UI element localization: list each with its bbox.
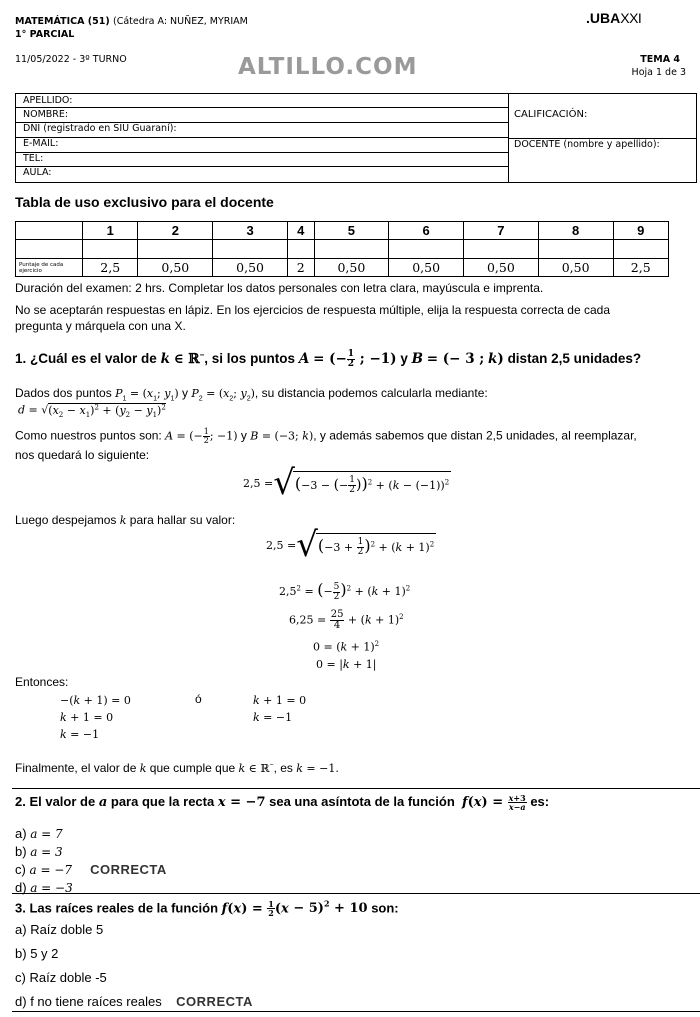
q2-option-d-value: a = −3 (30, 881, 73, 895)
q1-luego-a: Luego despejamos (15, 513, 117, 527)
field-aula: AULA: (23, 167, 52, 178)
uba-logo-suffix: XXI (620, 10, 642, 26)
q3-title-a: 3. Las raíces reales de la función (15, 900, 219, 916)
course-name: MATEMÁTICA (51) (15, 16, 110, 27)
q2-option-c-label: c) (15, 862, 26, 877)
q1-intro-b: , su distancia podemos calcularla mediante: (254, 386, 488, 400)
q1-como-c: nos quedará lo siguiente: (15, 448, 150, 462)
q1-o: ó (195, 692, 202, 706)
q2-title-d: es: (530, 794, 550, 809)
tema-label: TEMA 4 (640, 54, 680, 65)
q3-title-b: son: (371, 900, 399, 916)
q1-como: Como nuestros puntos son: A = (− $\frac{1}{2}$ ; −1) y B = (−3; k), y además sabemos que distan 2,5 unidades, al reemplazar, (15, 427, 637, 445)
q1-como-b: , y además sabemos que distan 2,5 unidades, al reemplazar, (313, 428, 637, 443)
q1-luego: Luego despejamos k para hallar su valor: (15, 513, 236, 527)
field-apellido: APELLIDO: (23, 95, 73, 106)
exam-date: 11/05/2022 - 3º TURNO (15, 54, 127, 65)
field-tel: TEL: (23, 153, 44, 164)
q3-option-b-text: 5 y 2 (30, 946, 59, 961)
q3-option-a-label: a) (15, 922, 27, 937)
equation-step-5: 0 = |k + 1| (316, 658, 377, 671)
score-value-7: 0,50 (464, 259, 539, 277)
score-blank-2[interactable] (138, 240, 213, 259)
q1-intro: Dados dos puntos $P_1 = (x_1$; $y_1$) y $P_2 = (x_2$; $y_2$), su distancia podemos calcularla mediante: (15, 386, 488, 403)
field-docente: DOCENTE (nombre y apellido): (514, 139, 660, 150)
score-col-2: 2 (138, 222, 213, 240)
q3-option-c-label: c) (15, 970, 26, 985)
q1-entonces: Entonces: (15, 675, 69, 689)
score-col-3: 3 (213, 222, 288, 240)
q1-title-a: 1. ¿Cuál es el valor de (15, 351, 157, 367)
course-title (15, 16, 248, 27)
field-email: E-MAIL: (23, 138, 59, 149)
q2-option-b-value: a = 3 (30, 845, 63, 859)
q3-title: 3. Las raíces reales de la función f(x) = $\frac{1}{2}$ $(x - 5)^2 + 10$ son: (15, 899, 399, 919)
q1-final-b: que cumple que (149, 761, 236, 775)
q1-title: 1. ¿Cuál es el valor de k ∈ ℝ−, si los puntos A = (− $\frac{1}{2}$ ; −1) y B = (− 3 ; k) distan 2,5 unidades? (15, 349, 642, 369)
score-col-1: 1 (83, 222, 138, 240)
distance-formula: $d = √(x_2 - x_1)^2 + (y_2 - y_1)^2$ (18, 403, 166, 419)
score-blank-3[interactable] (213, 240, 288, 259)
q3-option-d-text: f no tiene raíces reales (30, 994, 162, 1009)
q1-final: Finalmente, el valor de k que cumple que k ∈ ℝ−, es k = −1. (15, 761, 339, 775)
q2-option-a[interactable] (15, 825, 167, 843)
q2-title-c: sea una asíntota de la función (269, 794, 455, 809)
equation-step-1: 2,5 =√(−3 + $\frac{1}{2}$ )$^2 + (k + 1)^2$ (266, 525, 435, 565)
exam-name: 1° PARCIAL (15, 29, 75, 40)
q2-option-a-label: a) (15, 826, 27, 841)
equation-step-3: 6,25 = $\frac{25}{4}$ + $(k + 1)^2$ (289, 609, 404, 631)
uba-logo-main: .UBA (586, 10, 621, 26)
score-col-7: 7 (464, 222, 539, 240)
course-chair: (Cátedra A: NUÑEZ, MYRIAM (112, 16, 248, 27)
score-value-2: 0,50 (138, 259, 213, 277)
q3-option-c[interactable] (15, 970, 107, 985)
q1-final-c: , es (273, 761, 293, 775)
field-dni: DNI (registrado en SIU Guaraní): (23, 123, 177, 134)
score-col-4: 4 (287, 222, 314, 240)
score-value-5: 0,50 (314, 259, 389, 277)
student-form (15, 93, 697, 183)
score-blank-5[interactable] (314, 240, 389, 259)
score-table (15, 221, 669, 277)
q2-option-b-label: b) (15, 844, 27, 859)
site-watermark: ALTILLO.COM (238, 54, 418, 80)
q3-option-b[interactable] (15, 946, 58, 961)
q2-correct-mark: CORRECTA (90, 862, 167, 877)
q2-option-d-label: d) (15, 880, 27, 895)
q1-como-a: Como nuestros puntos son: (15, 428, 162, 443)
uba-logo (586, 10, 641, 26)
field-nombre: NOMBRE: (23, 109, 69, 120)
q2-option-b[interactable] (15, 843, 167, 861)
q3-option-d[interactable] (15, 994, 253, 1009)
q1-final-a: Finalmente, el valor de (15, 761, 137, 775)
score-blank-4[interactable] (287, 240, 314, 259)
instructions-answers: No se aceptarán respuestas en lápiz. En los ejercicios de respuesta múltiple, elija la respuesta correcta de cada pregunta y márquela con una X. (15, 303, 610, 333)
equation-step-4: $0 = (k + 1)^2$ (313, 640, 380, 654)
q3-option-a[interactable] (15, 922, 103, 937)
score-col-9: 9 (613, 222, 669, 240)
case-right: k + 1 = 0 k = −1 (253, 694, 307, 724)
q3-option-b-label: b) (15, 946, 27, 961)
score-blank-8[interactable] (538, 240, 613, 259)
q1-title-d: distan 2,5 unidades? (507, 351, 642, 367)
score-table-title: Tabla de uso exclusivo para el docente (15, 194, 274, 210)
q2-options (15, 825, 167, 897)
page-count: Hoja 1 de 3 (631, 67, 686, 78)
q2-option-a-value: a = 7 (30, 827, 63, 841)
q2-option-c[interactable] (15, 861, 167, 879)
case-left: −(k + 1) = 0 k + 1 = 0 k = −1 (60, 694, 131, 741)
score-col-5: 5 (314, 222, 389, 240)
q2-title-a: 2. El valor de (15, 794, 96, 809)
score-blank-6[interactable] (389, 240, 464, 259)
score-value-3: 0,50 (213, 259, 288, 277)
q3-option-a-text: Raíz doble 5 (30, 922, 104, 937)
q2-option-c-value: a = −7 (29, 863, 72, 877)
score-blank-7[interactable] (464, 240, 539, 259)
score-value-9: 2,5 (613, 259, 669, 277)
equation-step-2: $2,5^2$ = (− $\frac{5}{2}$ )$^2 + (k + 1)^2$ (279, 580, 411, 602)
score-value-4: 2 (287, 259, 314, 277)
q1-luego-b: para hallar su valor: (129, 513, 236, 527)
q1-title-b: , si los puntos (204, 351, 296, 367)
score-col-8: 8 (538, 222, 613, 240)
q2-title-b: para que la recta (110, 794, 215, 809)
score-value-6: 0,50 (389, 259, 464, 277)
q3-correct-mark: CORRECTA (176, 994, 253, 1009)
score-blank-1[interactable] (83, 240, 138, 259)
score-blank-9[interactable] (613, 240, 669, 259)
q2-option-d[interactable] (15, 879, 167, 897)
q2-title: 2. El valor de a para que la recta x = −7 sea una asíntota de la función f(x) = $\frac{x+3}{x-a}$ es: (15, 793, 550, 813)
q3-option-c-text: Raíz doble -5 (29, 970, 107, 985)
score-value-1: 2,5 (83, 259, 138, 277)
equation-distance: 2,5 =√(−3 − (− $\frac{1}{2}$ ))$^2 + (k - (-1))^2$ (243, 463, 450, 503)
field-calificacion: CALIFICACIÓN: (514, 109, 588, 120)
q1-intro-a: Dados dos puntos (15, 386, 112, 400)
score-col-6: 6 (389, 222, 464, 240)
q1-title-c: y (400, 351, 408, 367)
score-value-8: 0,50 (538, 259, 613, 277)
instructions-duration: Duración del examen: 2 hrs. Completar los datos personales con letra clara, mayúscula e imprenta. (15, 281, 544, 295)
q3-option-d-label: d) (15, 994, 27, 1009)
score-row-label: Puntaje de cada ejercicio (16, 259, 83, 277)
